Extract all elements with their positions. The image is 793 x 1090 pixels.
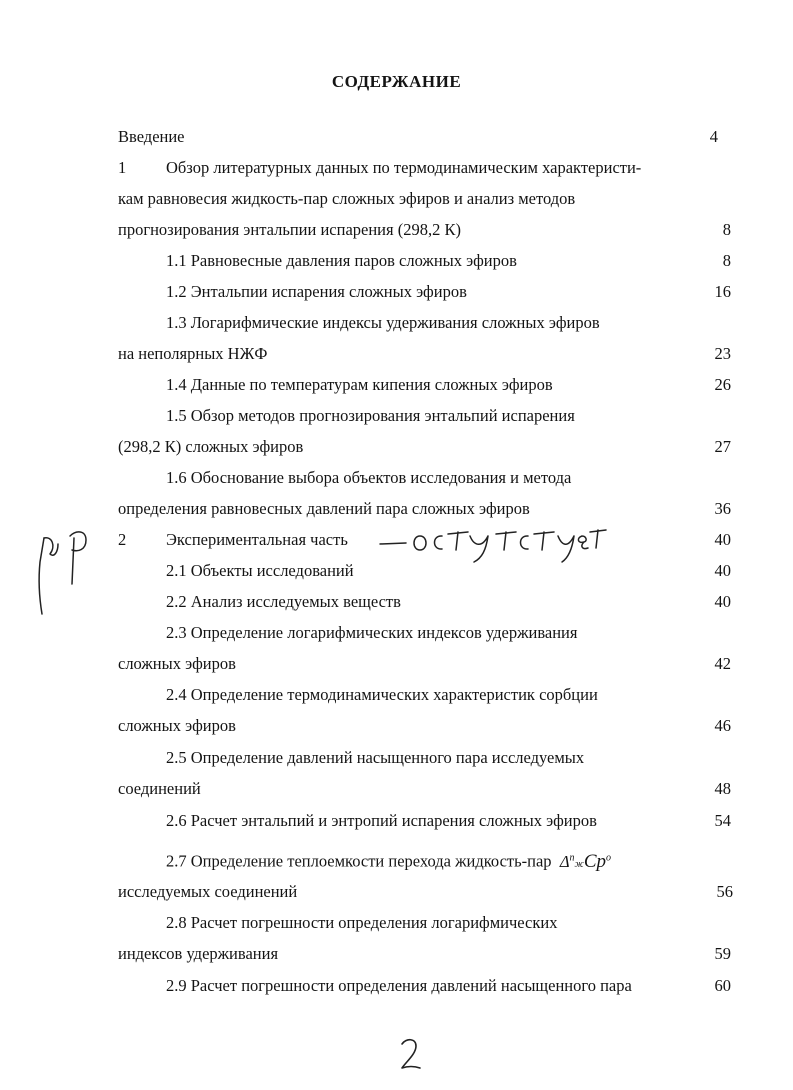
toc-page-s1-2: 16 — [714, 282, 731, 301]
toc-page-s2-4: 46 — [714, 716, 731, 735]
heat-capacity-formula — [560, 852, 611, 871]
toc-entry-s1-6-line1: 1.6 Обоснование выбора объектов исследования и метода — [166, 468, 572, 487]
toc-entry-s1-3-line1: 1.3 Логарифмические индексы удерживания сложных эфиров — [166, 313, 600, 332]
page-title: СОДЕРЖАНИЕ — [331, 72, 462, 91]
toc-entry-s2-4-line1: 2.4 Определение термодинамических характеристик сорбции — [166, 685, 598, 704]
toc-page-s1-4: 26 — [714, 375, 731, 394]
toc-page-s2-8: 59 — [714, 944, 731, 963]
toc-page-s2-7: 56 — [716, 882, 733, 901]
toc-entry-ch1-line3: прогнозирования энтальпии испарения (298,2 К) — [118, 220, 461, 239]
toc-page-s2-3: 42 — [714, 654, 731, 673]
toc-entry-s2-5-line2: соединений — [118, 779, 201, 798]
toc-entry-s1-4: 1.4 Данные по температурам кипения сложных эфиров — [166, 375, 553, 394]
toc-entry-s1-5-line2: (298,2 К) сложных эфиров — [118, 437, 304, 456]
toc-entry-s2-8-line1: 2.8 Расчет погрешности определения логарифмических — [166, 913, 558, 932]
toc-entry-s2-1: 2.1 Объекты исследований — [166, 561, 354, 580]
toc-entry-s1-5-line1: 1.5 Обзор методов прогнозирования энтальпий испарения — [166, 406, 575, 425]
toc-entry-ch1-line1 — [118, 158, 641, 178]
toc-page-s2-9: 60 — [714, 976, 731, 995]
toc-text-s2-7-line1: 2.7 Определение теплоемкости перехода жидкость-пар — [166, 851, 552, 871]
toc-entry-s2-6: 2.6 Расчет энтальпий и энтропий испарения сложных эфиров — [166, 811, 597, 830]
toc-entry-s2-3-line1: 2.3 Определение логарифмических индексов удерживания — [166, 623, 578, 642]
formula-sub: ж — [574, 858, 584, 870]
toc-entry-s2-9: 2.9 Расчет погрешности определения давлений насыщенного пара — [166, 976, 632, 995]
toc-entry-s2-4-line2: сложных эфиров — [118, 716, 236, 735]
handwritten-page-number-text: 2 — [396, 1036, 397, 1037]
toc-page-s2-2: 40 — [714, 592, 731, 611]
handwritten-margin-initials — [28, 522, 98, 622]
formula-body: Cp — [583, 850, 606, 872]
toc-entry-s1-1: 1.1 Равновесные давления паров сложных эфиров — [166, 251, 517, 270]
toc-entry-s1-3-line2: на неполярных НЖФ — [118, 344, 268, 363]
toc-text-ch2: Экспериментальная часть — [166, 530, 348, 549]
toc-entry-s2-8-line2: индексов удерживания — [118, 944, 279, 963]
toc-entry-ch1-line2: кам равновесия жидкость-пар сложных эфиров и анализ методов — [118, 189, 576, 208]
handwritten-annotation-text: отсутствует — [378, 522, 384, 523]
toc-entry-ch2 — [118, 530, 348, 550]
toc-text-ch1-line1: Обзор литературных данных по термодинамическим характеристи- — [166, 158, 642, 177]
handwritten-margin-initials-text: мр — [28, 522, 30, 523]
toc-page-intro: 4 — [709, 127, 718, 146]
toc-page-ch1: 8 — [722, 220, 731, 239]
toc-page-s2-6: 54 — [714, 811, 731, 830]
toc-page-s2-5: 48 — [714, 779, 731, 798]
formula-sup: п — [569, 852, 575, 863]
toc-entry-s2-5-line1: 2.5 Определение давлений насыщенного пара исследуемых — [166, 748, 585, 767]
handwritten-page-number — [396, 1036, 426, 1076]
toc-number-ch1: 1 — [118, 158, 127, 177]
toc-entry-s2-7-line2: исследуемых соединений — [118, 882, 298, 901]
toc-page-s1-5: 27 — [714, 437, 731, 456]
formula-sup2: o — [606, 852, 611, 863]
toc-page-s1-6: 36 — [714, 499, 731, 518]
toc-page-s2-1: 40 — [714, 561, 731, 580]
toc-entry-s1-2: 1.2 Энтальпии испарения сложных эфиров — [166, 282, 467, 301]
toc-entry-s1-6-line2: определения равновесных давлений пара сложных эфиров — [118, 499, 530, 518]
toc-page-ch2: 40 — [714, 530, 731, 549]
toc-page-s1-3: 23 — [714, 344, 731, 363]
formula-delta: Δ — [559, 851, 570, 871]
toc-entry-s2-2: 2.2 Анализ исследуемых веществ — [166, 592, 401, 611]
toc-entry-s2-3-line2: сложных эфиров — [118, 654, 236, 673]
toc-number-ch2: 2 — [118, 530, 127, 549]
handwritten-annotation — [378, 522, 608, 570]
toc-entry-intro: Введение — [118, 127, 185, 146]
toc-entry-s2-7-line1 — [166, 848, 611, 875]
toc-page-s1-1: 8 — [722, 251, 731, 270]
